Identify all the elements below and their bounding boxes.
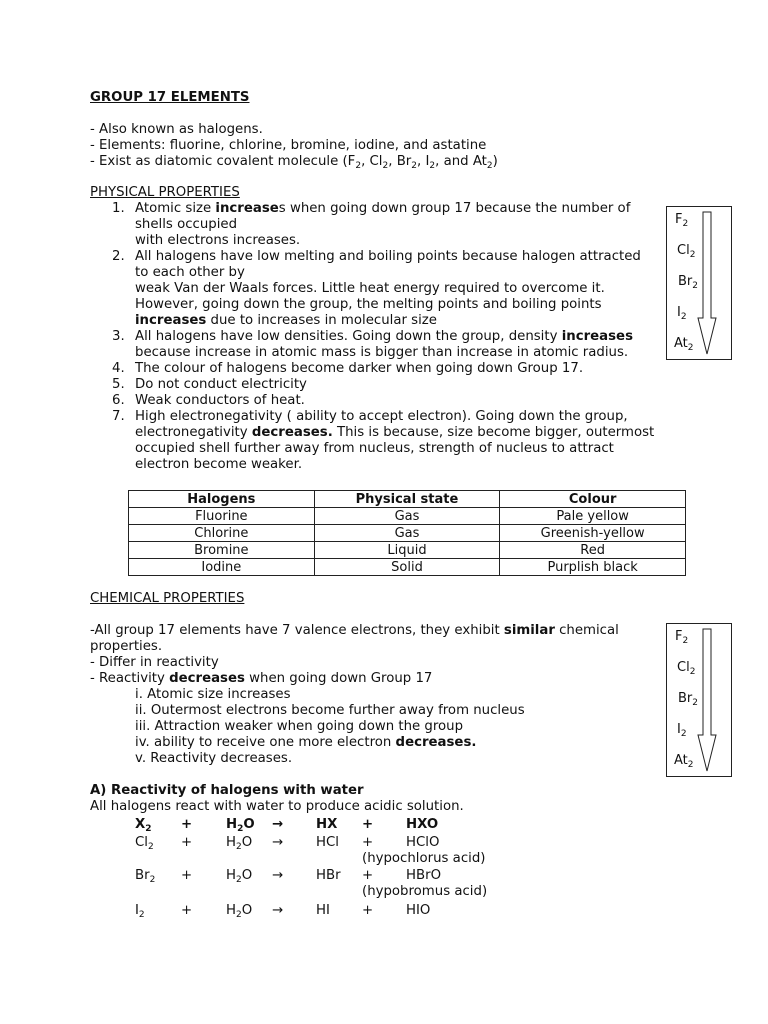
- item-line: shells occupied: [135, 217, 238, 232]
- eq-hx: HX: [316, 817, 338, 832]
- item-number: 2.: [112, 249, 125, 264]
- right-arrow-icon: →: [272, 868, 284, 883]
- eq-plus: +: [362, 817, 374, 832]
- intro-text: , I: [417, 154, 430, 169]
- intro-line-3-prefix: - Exist as diatomic covalent molecule (F: [90, 154, 356, 169]
- sub-2: 2: [486, 161, 493, 171]
- arrow-label: $F_2$: [675, 629, 689, 646]
- table-cell: Greenish-yellow: [500, 525, 686, 542]
- column-header: Colour: [500, 491, 686, 508]
- arrow-label: $I_2$: [677, 305, 687, 322]
- physical-heading: PHYSICAL PROPERTIES: [90, 185, 240, 200]
- arrow-label: $I_2$: [677, 722, 687, 739]
- chem-subitem: iii. Attraction weaker when going down the group: [135, 719, 464, 734]
- list-item: [90, 377, 680, 393]
- table-cell: Gas: [314, 525, 500, 542]
- item-text: electronegativity: [135, 425, 252, 440]
- right-arrow-icon: →: [272, 903, 284, 918]
- table-cell: Fluorine: [129, 508, 315, 525]
- item-line: All halogens have low melting and boiling points because halogen attracted: [135, 249, 641, 264]
- item-bold: increases: [561, 329, 633, 344]
- eq-h2o: $H_2O$: [226, 903, 253, 920]
- sub-2: 2: [382, 161, 389, 171]
- intro-text: ): [492, 154, 498, 169]
- eq-plus: +: [181, 903, 193, 918]
- chem-subitem: i. Atomic size increases: [135, 687, 291, 702]
- arrow-label: $At_2$: [674, 336, 694, 353]
- item-line: electron become weaker.: [135, 457, 303, 472]
- intro-line-1: - Also known as halogens.: [90, 122, 263, 137]
- table-row: [129, 508, 686, 525]
- eq-h2o: $H_2O$: [226, 868, 253, 885]
- eq-hxo: HXO: [406, 817, 439, 832]
- intro-text: , and At: [435, 154, 487, 169]
- chem-line: properties.: [90, 639, 163, 654]
- list-item: [90, 361, 680, 377]
- item-line: [135, 329, 680, 345]
- table-row: [129, 525, 686, 542]
- item-number: 5.: [112, 377, 125, 392]
- eq-plus: +: [362, 868, 374, 883]
- table-cell: Liquid: [314, 542, 500, 559]
- item-text: This is because, size become bigger, outermost: [332, 425, 655, 440]
- arrow-label: $Cl_2$: [677, 660, 696, 677]
- right-arrow-icon: →: [272, 835, 284, 850]
- column-header: Halogens: [129, 491, 315, 508]
- list-item: [90, 393, 680, 409]
- item-line: Do not conduct electricity: [135, 377, 307, 392]
- acid-name: (hypobromus acid): [362, 884, 488, 899]
- reactivity-trend-arrow-box: [666, 623, 732, 777]
- eq-x: $Br_2$: [135, 868, 156, 885]
- sub-2: 2: [429, 161, 436, 171]
- eq-plus: +: [181, 868, 193, 883]
- sub-2: 2: [355, 161, 362, 171]
- arrow-label: $At_2$: [674, 753, 694, 770]
- item-number: 4.: [112, 361, 125, 376]
- water-description: All halogens react with water to produce acidic solution.: [90, 799, 464, 814]
- chem-text: iv. ability to receive one more electron: [135, 735, 396, 750]
- eq-plus: +: [362, 835, 374, 850]
- eq-plus: +: [181, 817, 193, 832]
- chem-bold: decreases.: [395, 735, 477, 750]
- item-bold: decreases.: [251, 425, 333, 440]
- eq-x: $I_2$: [135, 903, 145, 920]
- table-row: [129, 542, 686, 559]
- eq-plus: +: [362, 903, 374, 918]
- item-line: weak Van der Waals forces. Little heat energy required to overcome it.: [135, 281, 605, 296]
- chem-bold: similar: [503, 623, 555, 638]
- halogen-table: [128, 490, 686, 576]
- table-cell: Iodine: [129, 559, 315, 576]
- chem-bold: decreases: [169, 671, 245, 686]
- chem-line: [90, 623, 619, 639]
- item-line: occupied shell further away from nucleus, strength of nucleus to attract: [135, 441, 614, 456]
- chem-line: - Differ in reactivity: [90, 655, 219, 670]
- eq-hx: HBr: [316, 868, 341, 883]
- chem-subitem: ii. Outermost electrons become further away from nucleus: [135, 703, 525, 718]
- arrow-label: $F_2$: [675, 212, 689, 229]
- chem-subitem: [135, 735, 476, 751]
- item-line: Weak conductors of heat.: [135, 393, 305, 408]
- arrow-label: $Br_2$: [678, 274, 698, 291]
- eq-hx: HI: [316, 903, 330, 918]
- item-text: due to increases in molecular size: [206, 313, 437, 328]
- eq-hxo: HBrO: [406, 868, 442, 883]
- eq-h2o: $H_2O$: [226, 835, 253, 852]
- table-cell: Purplish black: [500, 559, 686, 576]
- page-title: GROUP 17 ELEMENTS: [90, 90, 250, 105]
- table-cell: Pale yellow: [500, 508, 686, 525]
- item-number: 3.: [112, 329, 125, 344]
- eq-hx: HCl: [316, 835, 339, 850]
- group-trend-arrow-box: [666, 206, 732, 360]
- item-bold: increases: [135, 313, 207, 328]
- table-cell: Red: [500, 542, 686, 559]
- chem-text: chemical: [554, 623, 619, 638]
- item-text: All halogens have low densities. Going down the group, density: [135, 329, 562, 344]
- list-item: [90, 409, 680, 473]
- item-line: However, going down the group, the melting points and boiling points: [135, 297, 602, 312]
- arrow-label: $Cl_2$: [677, 243, 696, 260]
- chem-text: -All group 17 elements have 7 valence electrons, they exhibit: [90, 623, 504, 638]
- table-header-row: [129, 491, 686, 508]
- chem-subitem: v. Reactivity decreases.: [135, 751, 293, 766]
- intro-text: , Cl: [361, 154, 383, 169]
- intro-line-3: [90, 154, 498, 170]
- column-header: Physical state: [314, 491, 500, 508]
- item-text: Atomic size: [135, 201, 216, 216]
- intro-line-2: - Elements: fluorine, chlorine, bromine, iodine, and astatine: [90, 138, 487, 153]
- eq-x: $X_2$: [135, 817, 152, 834]
- item-bold: increase: [215, 201, 279, 216]
- item-line: because increase in atomic mass is bigger than increase in atomic radius.: [135, 345, 629, 360]
- arrow-label: $Br_2$: [678, 691, 698, 708]
- table-cell: Bromine: [129, 542, 315, 559]
- table-cell: Solid: [314, 559, 500, 576]
- item-line: with electrons increases.: [135, 233, 301, 248]
- chemical-heading: CHEMICAL PROPERTIES: [90, 591, 245, 606]
- table-row: [129, 559, 686, 576]
- eq-h2o: $H_2O$: [226, 817, 255, 834]
- eq-plus: +: [181, 835, 193, 850]
- eq-x: $Cl_2$: [135, 835, 154, 852]
- item-text: s when going down group 17 because the number of: [278, 201, 631, 216]
- intro-text: , Br: [388, 154, 412, 169]
- chem-line: [90, 671, 432, 687]
- item-line: The colour of halogens become darker when going down Group 17.: [135, 361, 584, 376]
- list-item: [90, 329, 680, 361]
- down-arrow-icon: [697, 210, 717, 356]
- table-cell: Gas: [314, 508, 500, 525]
- acid-name: (hypochlorus acid): [362, 851, 486, 866]
- item-number: 6.: [112, 393, 125, 408]
- item-number: 7.: [112, 409, 125, 424]
- chem-text: - Reactivity: [90, 671, 170, 686]
- item-line: to each other by: [135, 265, 245, 280]
- item-line: [135, 201, 680, 217]
- list-item: [90, 201, 680, 249]
- item-number: 1.: [112, 201, 125, 216]
- item-line: [135, 313, 680, 329]
- right-arrow-icon: →: [272, 817, 284, 832]
- list-item: [90, 249, 680, 329]
- down-arrow-icon: [697, 627, 717, 773]
- eq-hxo: HIO: [406, 903, 431, 918]
- table-cell: Chlorine: [129, 525, 315, 542]
- eq-hxo: HClO: [406, 835, 440, 850]
- item-line: High electronegativity ( ability to accept electron). Going down the group,: [135, 409, 628, 424]
- physical-properties-list: [90, 201, 680, 473]
- water-heading: A) Reactivity of halogens with water: [90, 783, 364, 798]
- chem-text: when going down Group 17: [244, 671, 433, 686]
- sub-2: 2: [411, 161, 418, 171]
- item-line: [135, 425, 680, 441]
